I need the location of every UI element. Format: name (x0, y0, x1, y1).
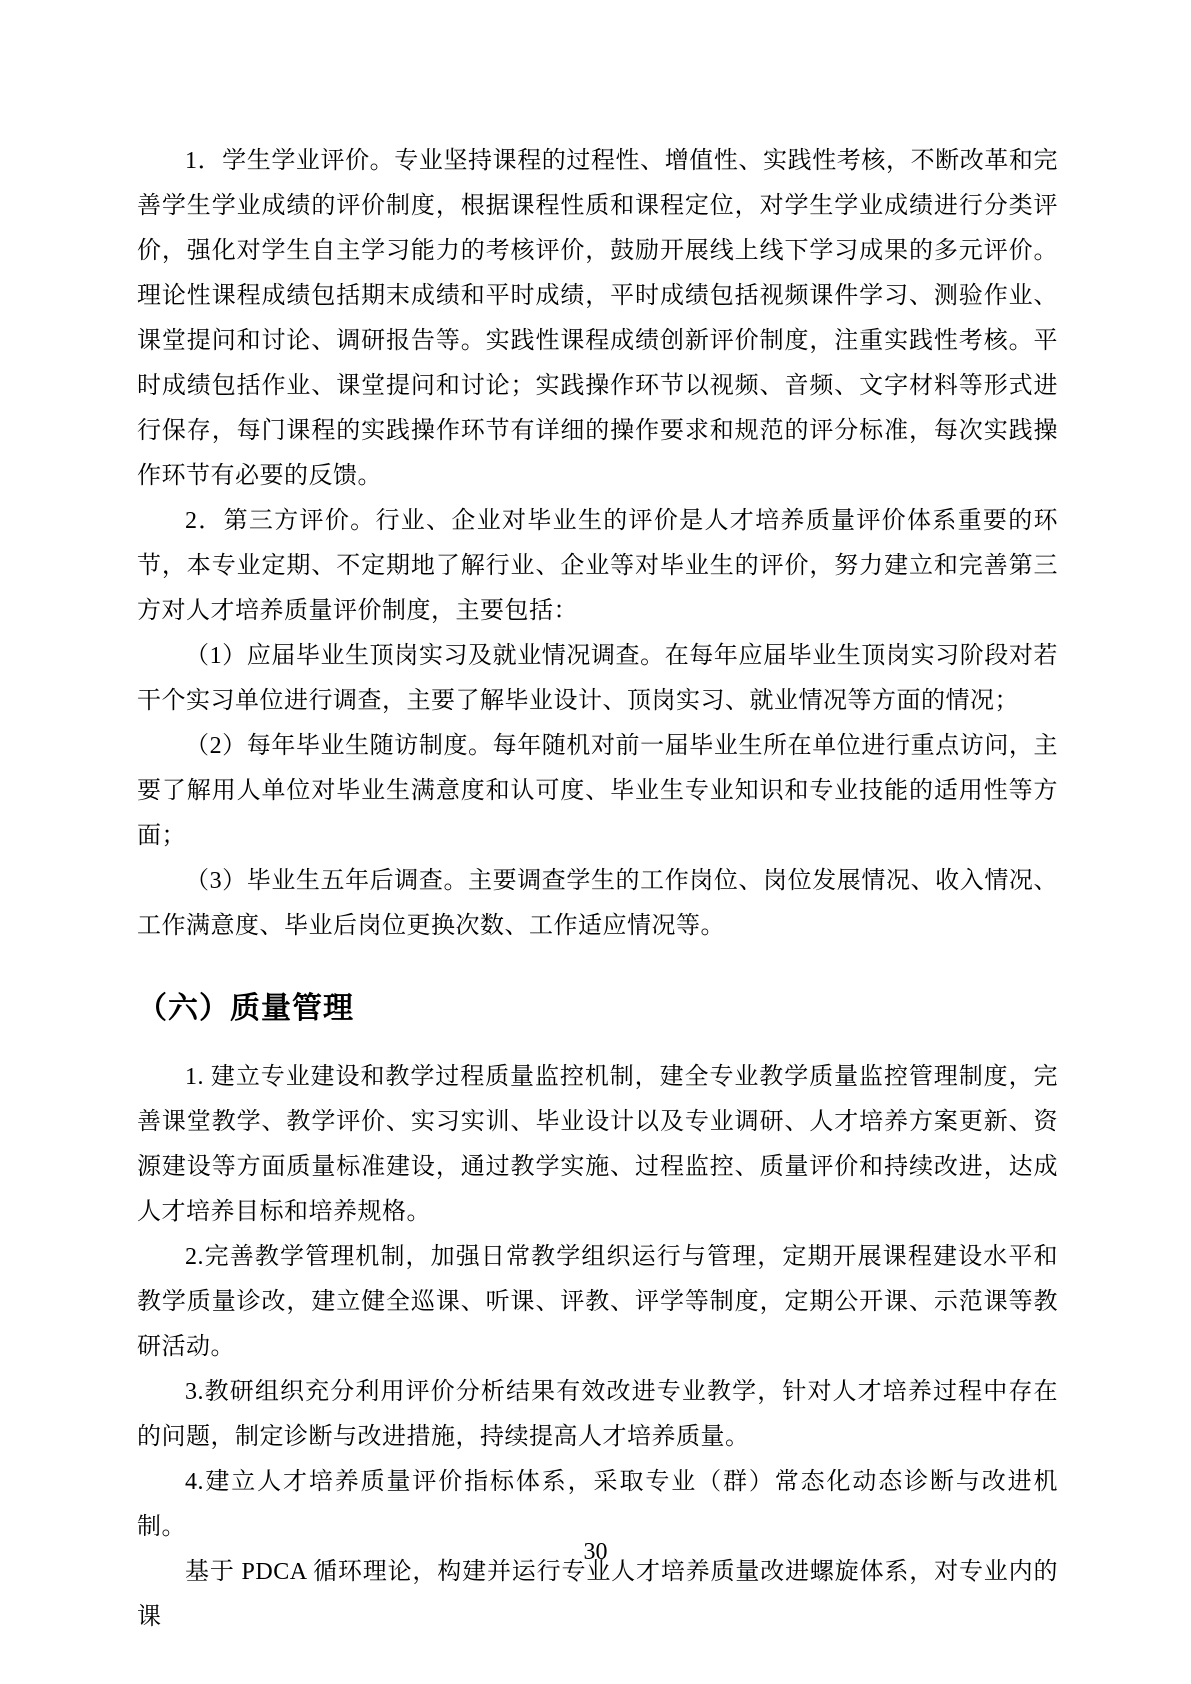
paragraph: 2.完善教学管理机制，加强日常教学组织运行与管理，定期开展课程建设水平和教学质量诊改，建立健全巡课、听课、评教、评学等制度，定期公开课、示范课等教研活动。 (137, 1244, 1058, 1360)
paragraph: （2）每年毕业生随访制度。每年随机对前一届毕业生所在单位进行重点访问，主要了解用人单位对毕业生满意度和认可度、毕业生专业知识和专业技能的适用性等方面； (137, 733, 1058, 849)
section-heading: （六）质量管理 (137, 992, 354, 1025)
paragraph: 1. 建立专业建设和教学过程质量监控机制，建全专业教学质量监控管理制度，完善课堂教学、教学评价、实习实训、毕业设计以及专业调研、人才培养方案更新、资源建设等方面质量标准建设，通过教学实施、过程监控、质量评价和持续改进，达成人才培养目标和培养规格。 (137, 1064, 1058, 1225)
paragraph: 3.教研组织充分利用评价分析结果有效改进专业教学，针对人才培养过程中存在的问题，制定诊断与改进措施，持续提高人才培养质量。 (137, 1379, 1058, 1450)
paragraph: 2．第三方评价。行业、企业对毕业生的评价是人才培养质量评价体系重要的环节，本专业定期、不定期地了解行业、企业等对毕业生的评价，努力建立和完善第三方对人才培养质量评价制度，主要包括： (137, 508, 1058, 624)
paragraph: （1）应届毕业生顶岗实习及就业情况调查。在每年应届毕业生顶岗实习阶段对若干个实习单位进行调查，主要了解毕业设计、顶岗实习、就业情况等方面的情况； (137, 643, 1058, 714)
paragraph: 基于 PDCA 循环理论，构建并运行专业人才培养质量改进螺旋体系，对专业内的课 (137, 1559, 1058, 1630)
paragraph: （3）毕业生五年后调查。主要调查学生的工作岗位、岗位发展情况、收入情况、工作满意度、毕业后岗位更换次数、工作适应情况等。 (137, 868, 1058, 939)
page-number: 30 (583, 1539, 608, 1565)
paragraph: 4.建立人才培养质量评价指标体系，采取专业（群）常态化动态诊断与改进机制。 (137, 1469, 1058, 1540)
document-body (137, 139, 1058, 1640)
paragraph: 1．学生学业评价。专业坚持课程的过程性、增值性、实践性考核，不断改革和完善学生学业成绩的评价制度，根据课程性质和课程定位，对学生学业成绩进行分类评价，强化对学生自主学习能力的考核评价，鼓励开展线上线下学习成果的多元评价。理论性课程成绩包括期末成绩和平时成绩，平时成绩包括视频课件学习、测验作业、课堂提问和讨论、调研报告等。实践性课程成绩创新评价制度，注重实践性考核。平时成绩包括作业、课堂提问和讨论；实践操作环节以视频、音频、文字材料等形式进行保存，每门课程的实践操作环节有详细的操作要求和规范的评分标准，每次实践操作环节有必要的反馈。 (137, 148, 1058, 489)
